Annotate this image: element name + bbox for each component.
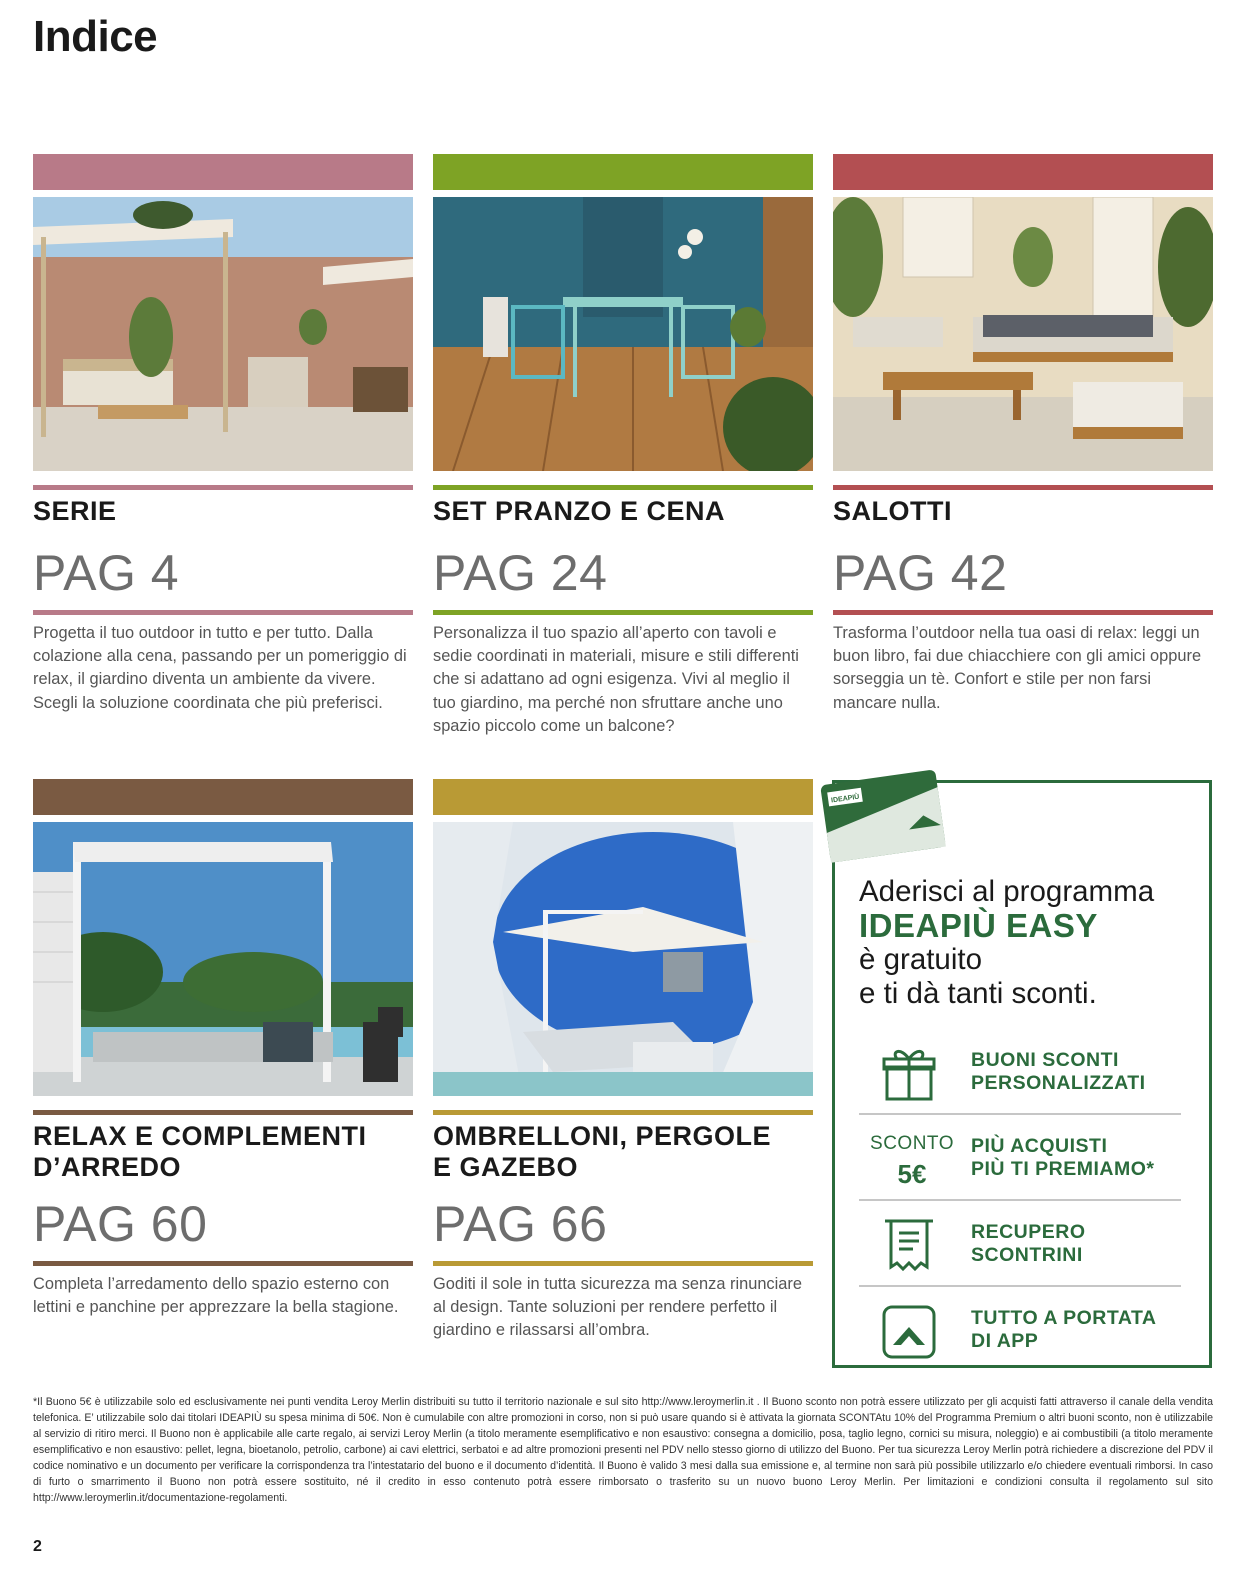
page-number: 2 (33, 1538, 42, 1555)
category-photo-serie (33, 197, 413, 471)
category-page-number[interactable]: PAG 60 (33, 1196, 208, 1252)
category-title[interactable]: RELAX E COMPLEMENTI D’ARREDO (33, 1121, 367, 1182)
category-card-serie[interactable] (33, 154, 413, 715)
category-title[interactable]: SALOTTI (833, 496, 952, 526)
discount-badge: SCONTO 5€ (870, 1133, 954, 1189)
category-divider (33, 485, 413, 490)
category-divider (433, 485, 813, 490)
category-card-relax[interactable] (33, 779, 413, 1319)
category-page-number[interactable]: PAG 66 (433, 1196, 608, 1252)
promo-brand: IDEAPIÙ EASY (859, 907, 1098, 944)
category-underline (833, 610, 1213, 615)
category-underline (33, 610, 413, 615)
benefit-buoni-sconti: BUONI SCONTI PERSONALIZZATI (859, 1029, 1181, 1115)
category-divider (433, 1110, 813, 1115)
category-description: Completa l’arredamento dello spazio esterno con lettini e panchine per apprezzare la bella stagione. (33, 1275, 399, 1317)
ideapiu-card-image (818, 767, 948, 865)
category-divider (833, 485, 1213, 490)
benefit-recupero-scontrini: RECUPERO SCONTRINI (859, 1201, 1181, 1287)
category-photo-ombrelloni (433, 822, 813, 1096)
receipt-icon (881, 1217, 937, 1275)
ideapiu-promo-box[interactable] (832, 780, 1212, 1368)
category-underline (433, 1261, 813, 1266)
category-color-bar (433, 154, 813, 190)
benefit-piu-acquisti: SCONTO 5€ PIÙ ACQUISTI PIÙ TI PREMIAMO* (859, 1115, 1181, 1201)
category-page-number[interactable]: PAG 42 (833, 545, 1008, 601)
footnote: *Il Buono 5€ è utilizzabile solo ed esclusivamente nei punti vendita Leroy Merlin distribuiti su tutto il territorio nazionale e sul sito http://www.leroymerlin.it . Il Buono sconto non potrà essere utilizzato per gli acquisti fatti attraverso il canale della vendita telefonica. E’ utilizzabile solo dai titolari IDEAPIÙ su spesa minima di 50€. Non è cumulabile con altre promozioni in corso, non si può usare quando si è attivata la giornata SCONTAtu 10% del Programma Premium o altri buoni sconto, non è utilizzabile al servizio di ritiro merci. Il Buono non è applicabile alle carte regalo, ai servizi Leroy Merlin (a titolo meramente esemplificativo e non esaustivo: consegna a domicilio, posa, taglio legno, cornici su misura, noleggio) e ai combustibili (a titolo meramente esemplificativo e non esaustivo: pellet, legna, bioetanolo, petrolio, carbone) ai cavi elettrici, serbatoi e ad altre promozioni presenti nel PDV nello stesso giorno di utilizzo del Buono. Per tua sicurezza Leroy Merlin potrà richiedere a discrezione del PDV il codice nominativo e un documento per verificare la corrispondenza tra l’intestatario del buono e il documento d’identità. Il Buono è valido 3 mesi dalla sua emissione e, al termine non sarà più possibile utilizzarlo e/o chiedere eventuali rimborsi. In caso di furto o smarrimento il Buono non potrà essere sostituito, né il credito in esso contenuto potrà essere rimborsato o trasferito su un nuovo buono Leroy Merlin. Per limitazioni e condizioni consulta il regolamento sul sito http://www.leroymerlin.it/documentazione-regolamenti. (33, 1396, 1213, 1504)
category-description: Trasforma l’outdoor nella tua oasi di relax: leggi un buon libro, fai due chiacchiere con gli amici oppure sorseggia un tè. Confort e stile per non farsi mancare nulla. (833, 624, 1202, 712)
category-underline (433, 610, 813, 615)
category-description: Goditi il sole in tutta sicurezza ma senza rinunciare al design. Tante soluzioni per rendere perfetto il giardino e rilassarsi all’ombra. (433, 1275, 802, 1340)
category-photo-relax (33, 822, 413, 1096)
category-photo-set-pranzo (433, 197, 813, 471)
category-color-bar (33, 779, 413, 815)
benefit-app: TUTTO A PORTATA DI APP (859, 1287, 1181, 1373)
category-card-set-pranzo-e-cena[interactable] (433, 154, 813, 738)
category-color-bar (833, 154, 1213, 190)
category-color-bar (33, 154, 413, 190)
page-title: Indice (33, 12, 158, 61)
category-page-number[interactable]: PAG 4 (33, 545, 180, 601)
category-title[interactable]: SERIE (33, 496, 117, 526)
category-title[interactable]: OMBRELLONI, PERGOLE E GAZEBO (433, 1121, 772, 1182)
category-page-number[interactable]: PAG 24 (433, 545, 608, 601)
category-color-bar (433, 779, 813, 815)
app-icon (881, 1303, 937, 1361)
card-label: IDEAPIÙ (830, 793, 860, 805)
promo-headline: Aderisci al programma IDEAPIÙ EASY è gratuito e ti dà tanti sconti. (859, 875, 1155, 1010)
category-card-salotti[interactable] (833, 154, 1213, 715)
category-underline (33, 1261, 413, 1266)
category-photo-salotti (833, 197, 1213, 471)
category-description: Personalizza il tuo spazio all’aperto con tavoli e sedie coordinati in materiali, misure e stili differenti che si adattano ad ogni esigenza. Vivi al meglio il tuo giardino, ma perché non sfruttare anche uno spazio piccolo come un balcone? (433, 624, 799, 735)
category-divider (33, 1110, 413, 1115)
category-card-ombrelloni[interactable] (433, 779, 813, 1343)
category-description: Progetta il tuo outdoor in tutto e per tutto. Dalla colazione alla cena, passando per un pomeriggio di relax, il giardino diventa un ambiente da vivere. Scegli la soluzione coordinata che più preferisci. (33, 624, 407, 712)
category-title[interactable]: SET PRANZO E CENA (433, 496, 726, 526)
gift-icon (881, 1045, 937, 1103)
